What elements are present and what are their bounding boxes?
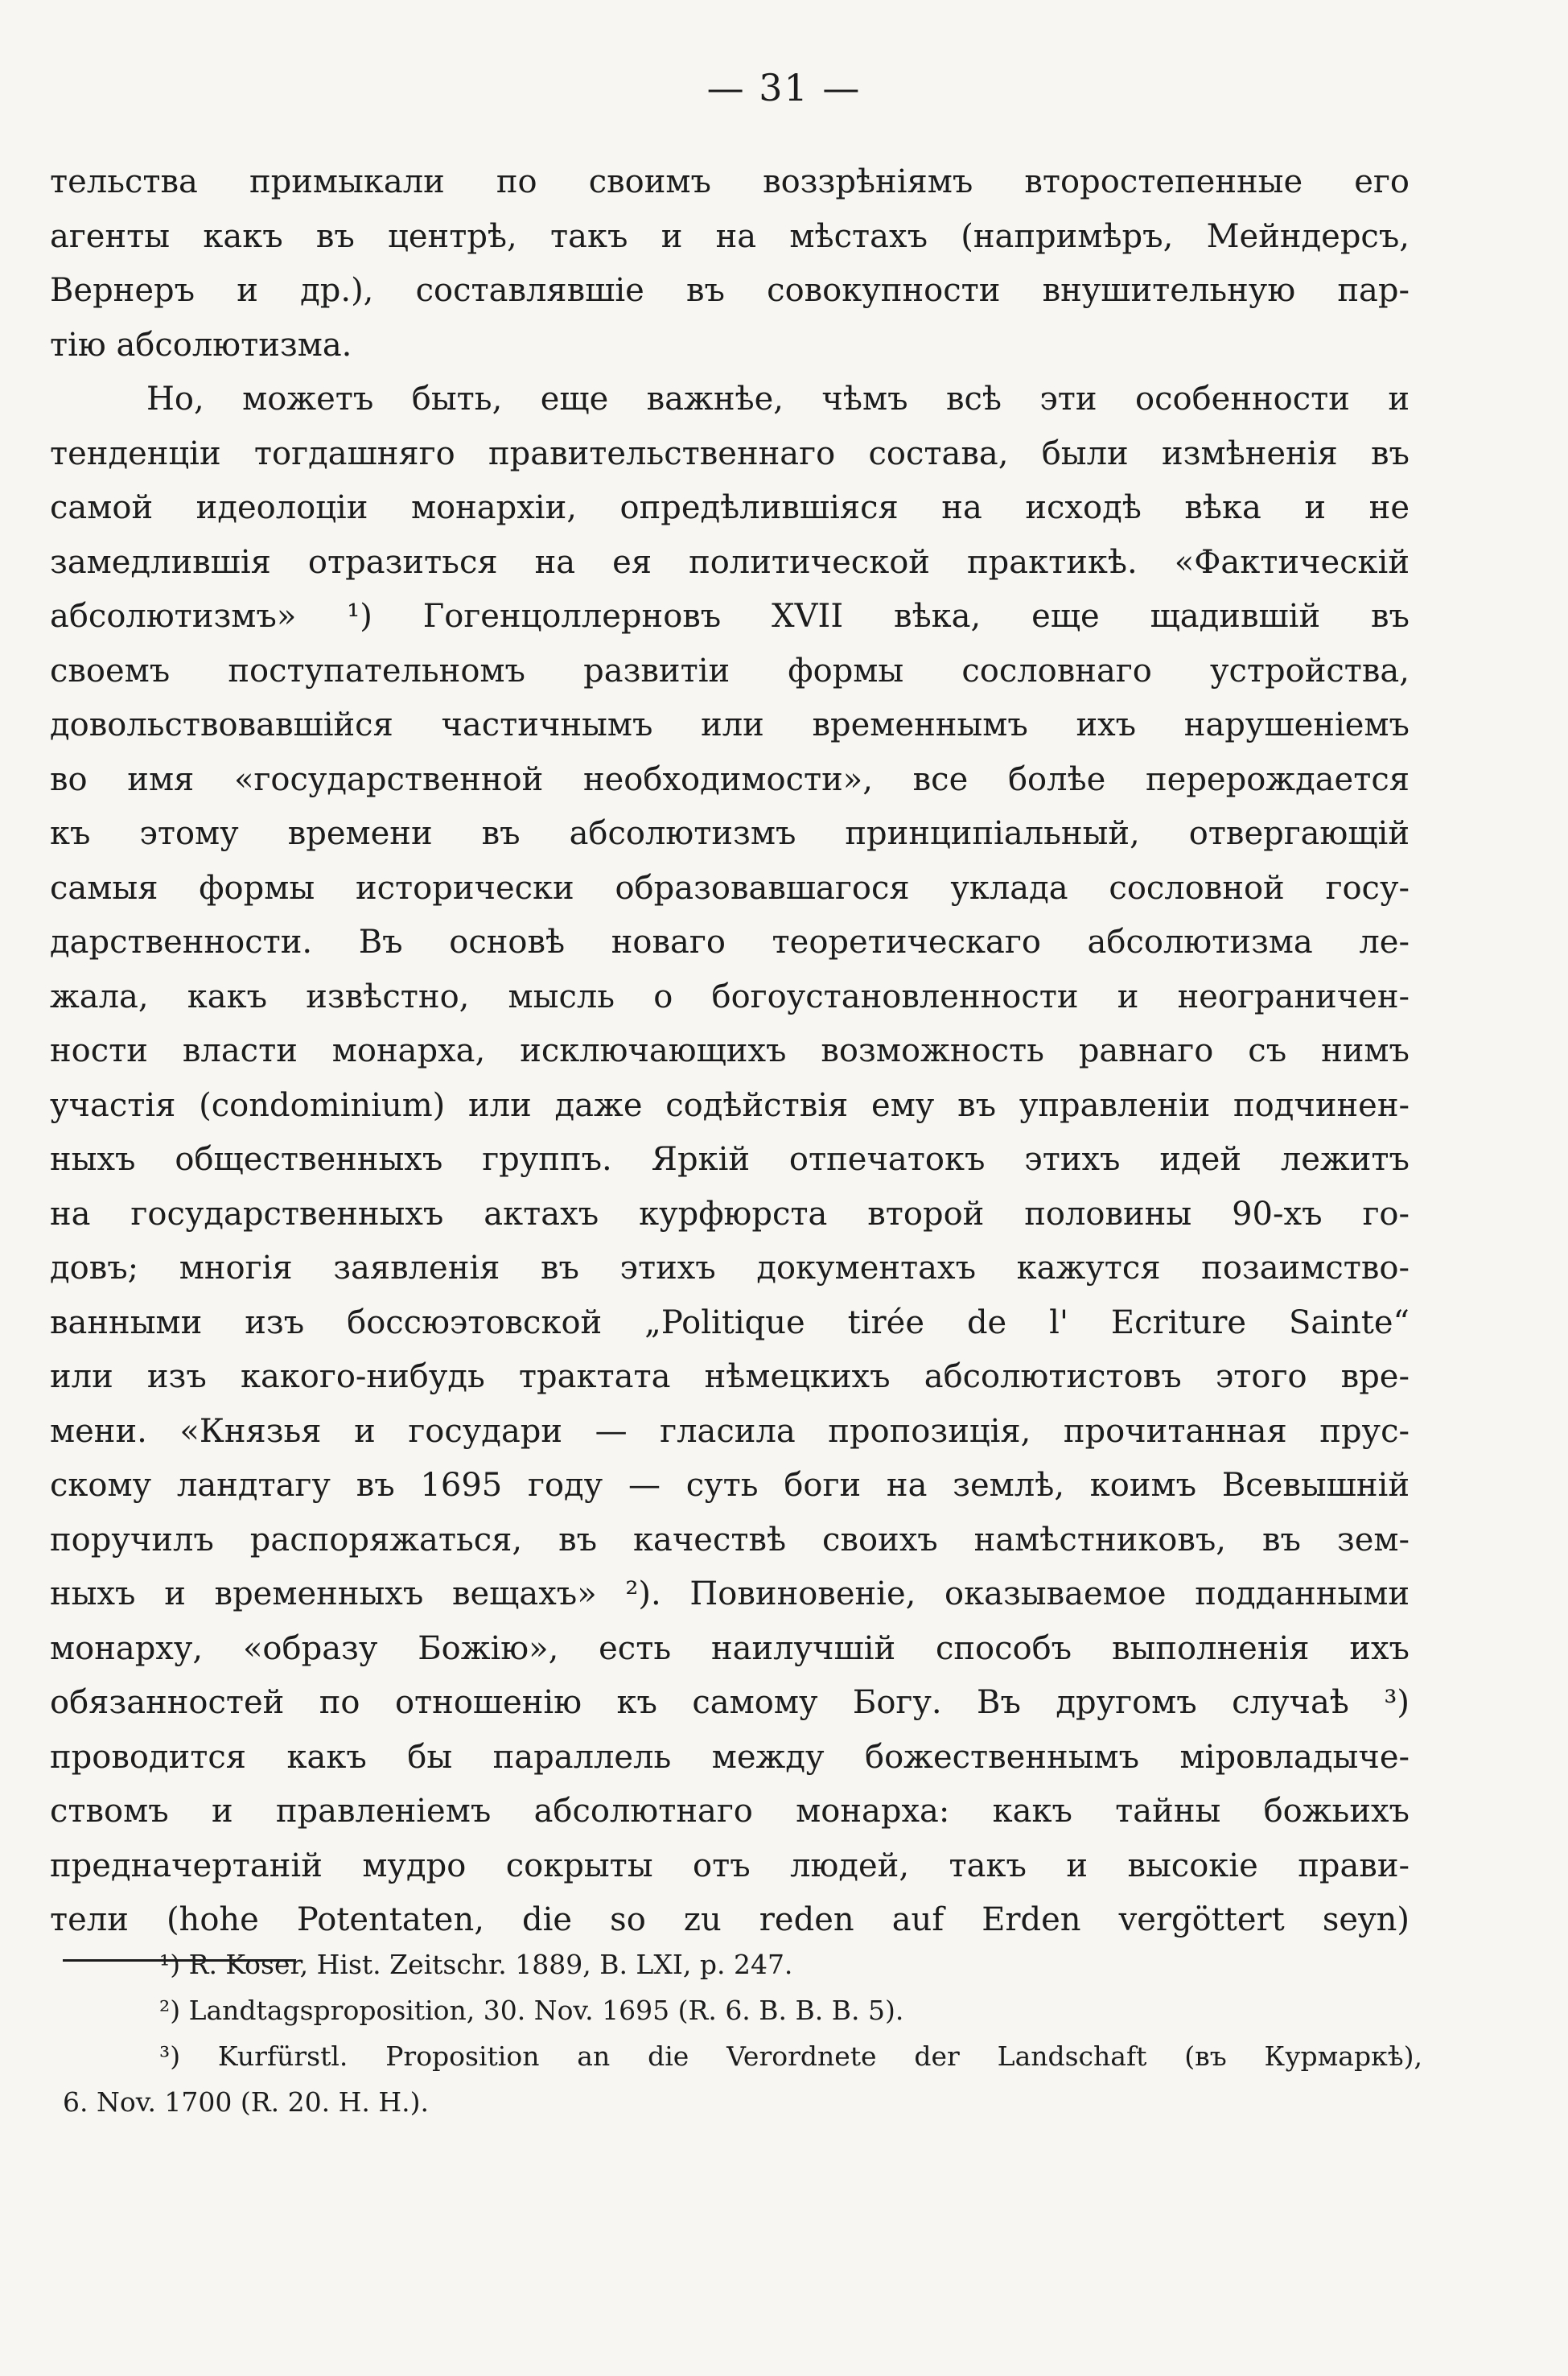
text-line: самой идеолоціи монархіи, опредѣлившіяся на исходѣ вѣка и не	[50, 489, 1410, 526]
text-line: мени. «Князья и государи — гласила пропозиція, прочитанная прус-	[50, 1412, 1410, 1450]
text-line: монарху, «образу Божію», есть наилучшій способъ выполненія ихъ	[50, 1629, 1410, 1667]
footnote-3-continued: 6. Nov. 1700 (R. 20. H. H.).	[63, 2086, 429, 2118]
text-line: предначертаній мудро сокрыты отъ людей, такъ и высокіе прави-	[50, 1847, 1410, 1884]
text-line: поручилъ распоряжаться, въ качествѣ своихъ намѣстниковъ, въ зем-	[50, 1521, 1410, 1559]
text-line: тенденціи тогдашняго правительственнаго состава, были измѣненія въ	[50, 434, 1410, 472]
text-line: проводится какъ бы параллель между божественнымъ міровладыче-	[50, 1738, 1410, 1776]
text-line: ныхъ общественныхъ группъ. Яркій отпечатокъ этихъ идей лежитъ	[50, 1141, 1410, 1178]
text-line: агенты какъ въ центрѣ, такъ и на мѣстахъ (напримѣръ, Мейндерсъ,	[50, 217, 1410, 255]
text-line: ности власти монарха, исключающихъ возможность равнаго съ нимъ	[50, 1032, 1410, 1069]
text-line: довъ; многія заявленія въ этихъ документахъ кажутся позаимство-	[50, 1250, 1410, 1287]
text-line: скому ландтагу въ 1695 году — суть боги на землѣ, коимъ Всевышній	[50, 1467, 1410, 1504]
text-line: тельства примыкали по своимъ воззрѣніямъ второстепенные его	[50, 163, 1410, 200]
text-line: абсолютизмъ» ¹) Гогенцоллерновъ XVII вѣка, еще щадившій въ	[50, 598, 1410, 635]
footnote-2: ²) Landtagsproposition, 30. Nov. 1695 (R. 6. B. B. B. 5).	[159, 1995, 904, 2026]
page-number: — 31 —	[706, 66, 862, 109]
text-line: Вернеръ и др.), составлявшіе въ совокупности внушительную пар-	[50, 272, 1410, 309]
text-line: къ этому времени въ абсолютизмъ принципіальный, отвергающій	[50, 815, 1410, 852]
paragraph-start-line: Но, можетъ быть, еще важнѣе, чѣмъ всѣ эти особенности и	[146, 381, 1410, 418]
text-line: самыя формы исторически образовавшагося уклада сословной госу-	[50, 869, 1410, 907]
text-line: участія (condominium) или даже содѣйствія ему въ управленіи подчинен-	[50, 1086, 1410, 1124]
text-line: ванными изъ боссюэтовской „Politique tirée de l' Ecriture Sainte“	[50, 1303, 1410, 1341]
footnote-1: ¹) R. Koser, Hist. Zeitschr. 1889, B. LXI, p. 247.	[159, 1949, 793, 1980]
text-line: дарственности. Въ основѣ новаго теоретическаго абсолютизма ле-	[50, 924, 1410, 961]
text-line: во имя «государственной необходимости», все болѣе перерождается	[50, 760, 1410, 798]
text-line: на государственныхъ актахъ курфюрста второй половины 90-хъ го-	[50, 1195, 1410, 1233]
text-line: ствомъ и правленіемъ абсолютнаго монарха: какъ тайны божьихъ	[50, 1793, 1410, 1830]
text-line: своемъ поступательномъ развитіи формы сословнаго устройства,	[50, 652, 1410, 690]
text-line: тели (hohe Potentaten, die so zu reden auf Erden vergöttert seyn)	[50, 1901, 1410, 1938]
text-line: ныхъ и временныхъ вещахъ» ²). Повиновеніе, оказываемое подданными	[50, 1575, 1410, 1612]
footnote-3: ³) Kurfürstl. Proposition an die Verordnete der Landschaft (въ Курмаркѣ),	[159, 2040, 1422, 2072]
text-line: тію абсолютизма.	[50, 326, 352, 364]
footnotes	[63, 1942, 1422, 2125]
text-line: или изъ какого-нибудь трактата нѣмецкихъ абсолютистовъ этого вре-	[50, 1358, 1410, 1395]
text-line: довольствовавшійся частичнымъ или временнымъ ихъ нарушеніемъ	[50, 706, 1410, 743]
text-line: жала, какъ извѣстно, мысль о богоустановленности и неограничен-	[50, 978, 1410, 1015]
body-text	[50, 155, 1410, 1948]
text-line: обязанностей по отношенію къ самому Богу. Въ другомъ случаѣ ³)	[50, 1684, 1410, 1721]
text-line: замедлившія отразиться на ея политической практикѣ. «Фактическій	[50, 543, 1410, 581]
